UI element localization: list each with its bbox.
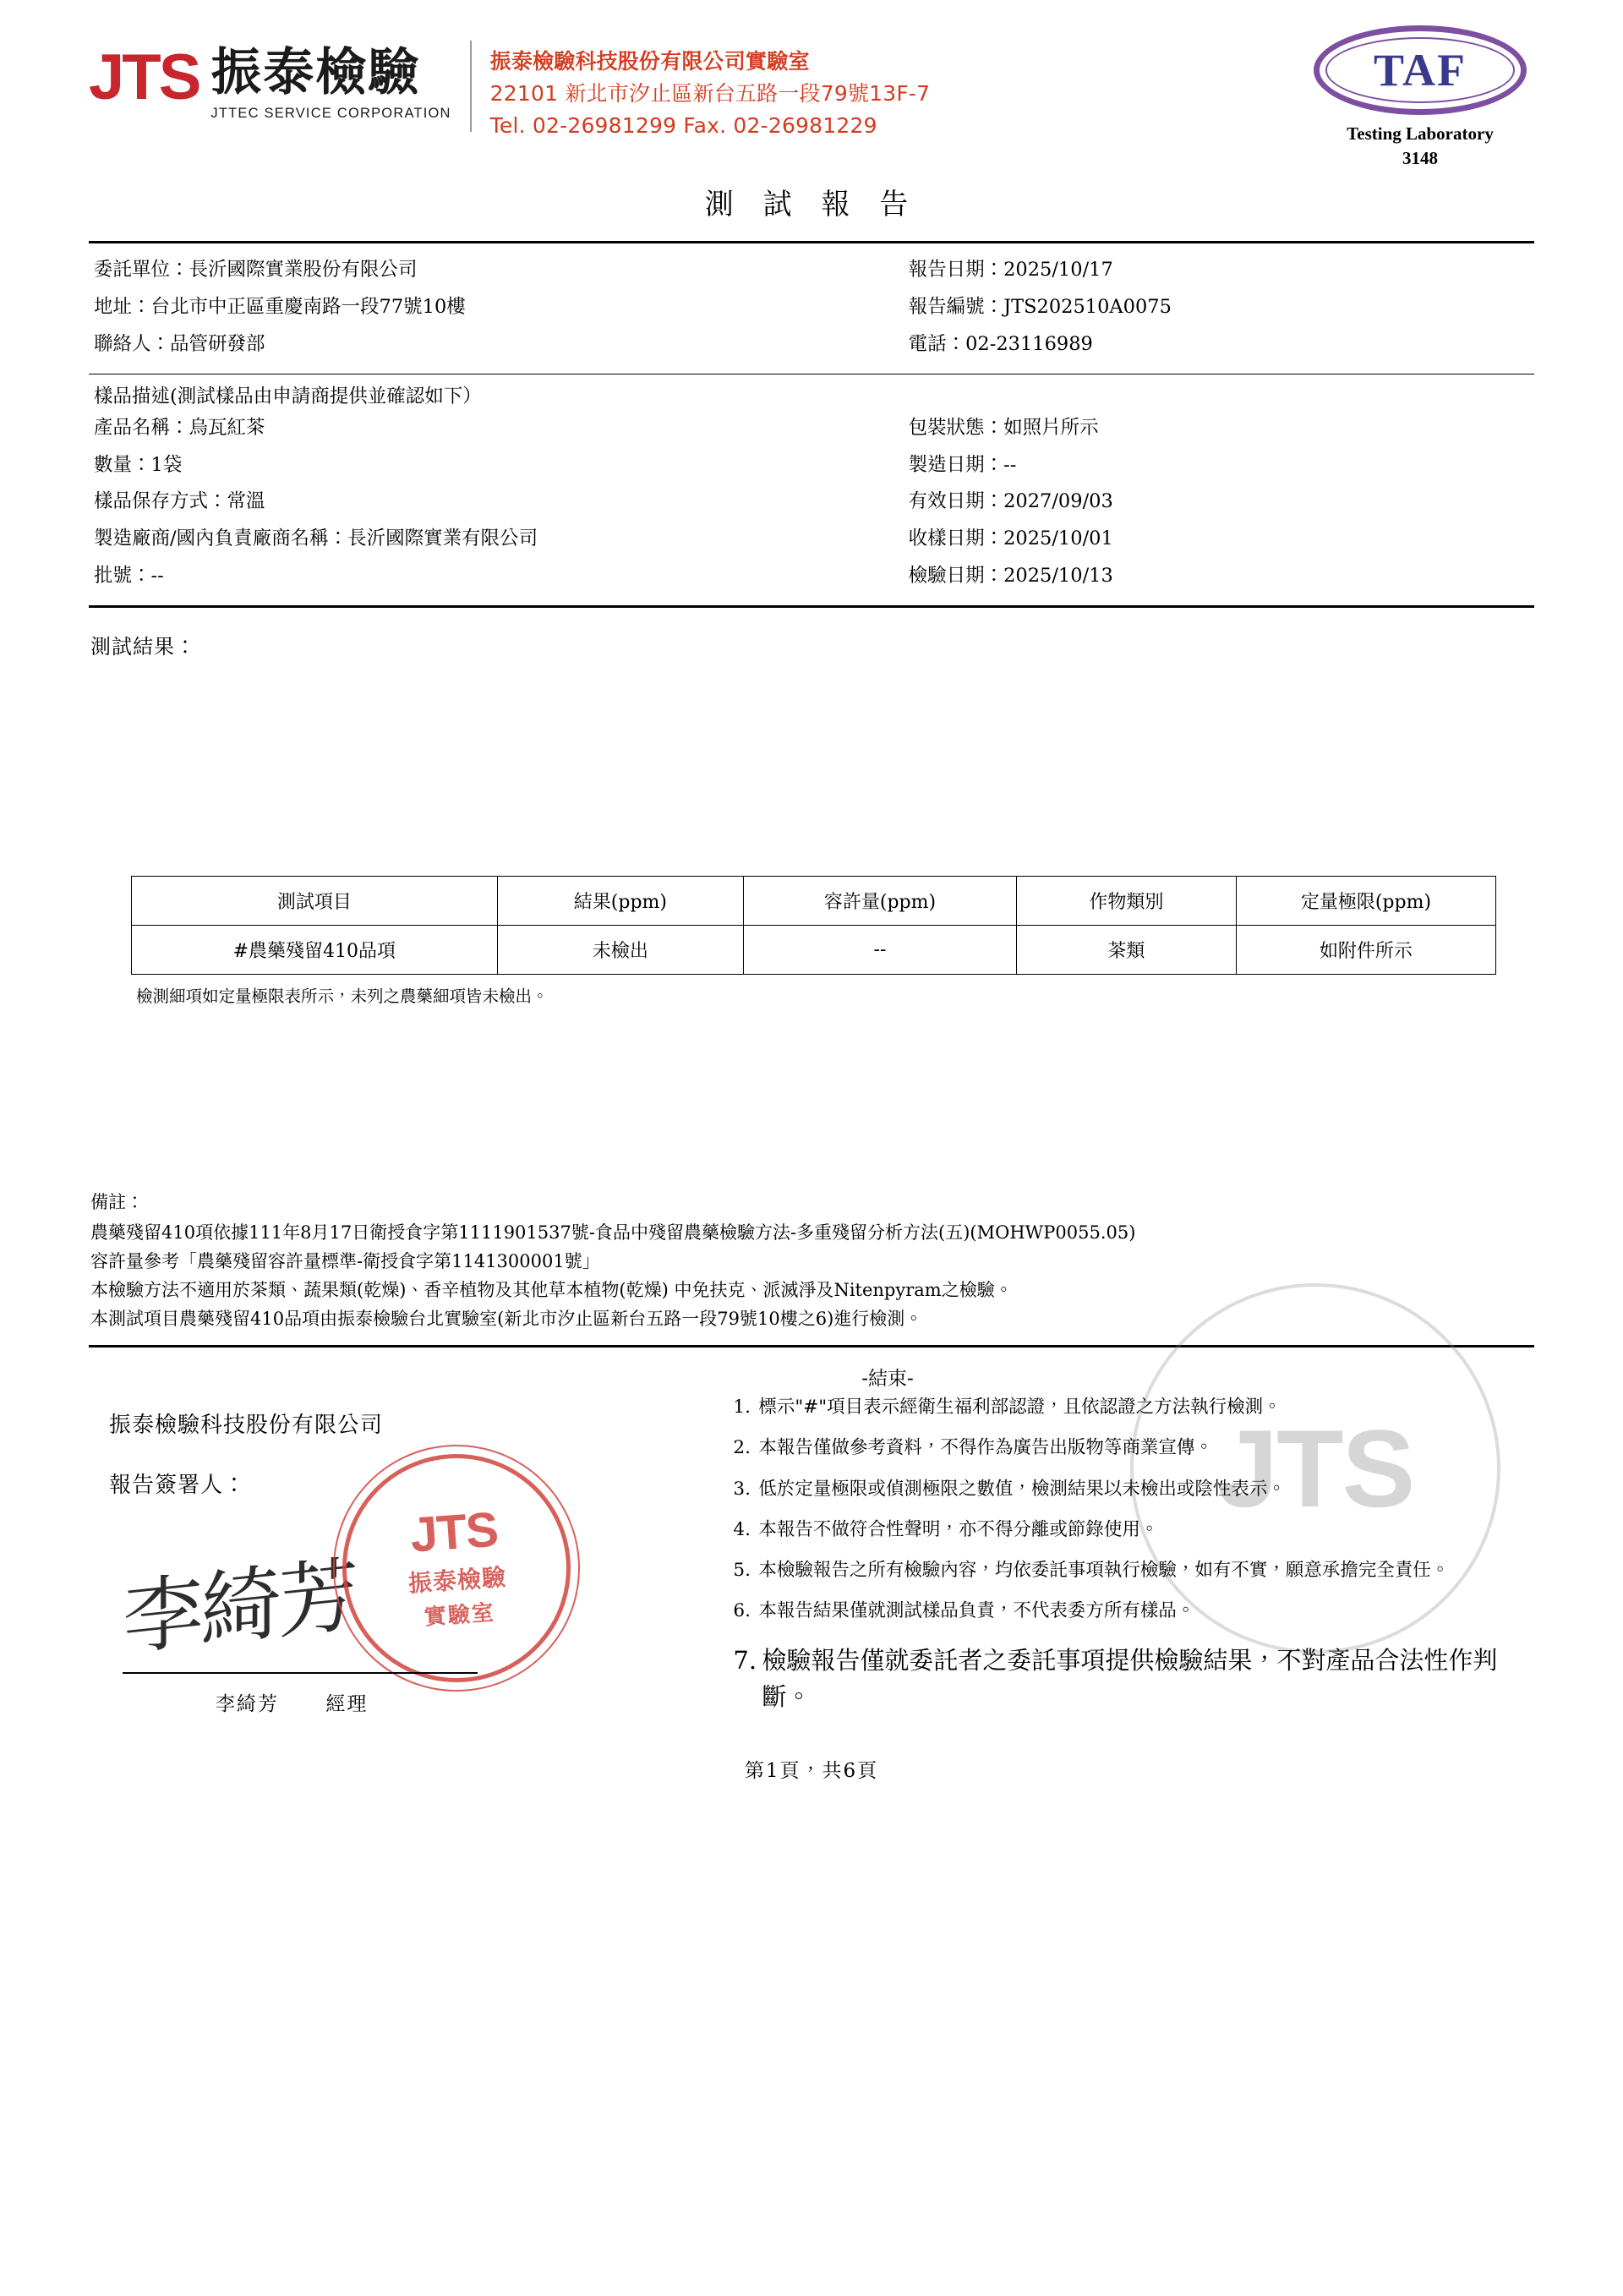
client-phone: 電話：02-23116989 xyxy=(908,332,1093,355)
cell-test-item: #農藥殘留410品項 xyxy=(132,926,498,975)
report-number: 報告編號：JTS202510A0075 xyxy=(908,295,1172,318)
receipt-date: 收樣日期：2025/10/01 xyxy=(908,528,1113,550)
list-item xyxy=(733,1394,1534,1421)
result-table xyxy=(131,876,1496,975)
remark-line: 容許量參考「農藥殘留容許量標準-衛授食字第1141300001號」 xyxy=(90,1251,600,1272)
lab-phone-fax: Tel. 02-26981299 Fax. 02-26981229 xyxy=(489,113,877,138)
remarks-block xyxy=(89,1188,1534,1333)
storage-method: 樣品保存方式：常溫 xyxy=(94,490,265,513)
signature-handwriting: 李綺芳 xyxy=(123,1546,356,1667)
logo-chinese-name: 振泰檢驗 xyxy=(210,43,421,102)
list-item-emphasis xyxy=(733,1643,1534,1716)
note-text: 本報告不做符合性聲明，亦不得分離或節錄使用。 xyxy=(758,1518,1159,1540)
signer-identity xyxy=(216,1688,407,1716)
client-address: 地址：台北市中正區重慶南路一段77號10樓 xyxy=(94,295,466,318)
end-mark: -結束- xyxy=(861,1368,914,1391)
manufacture-date: 製造日期：-- xyxy=(908,453,1017,476)
table-row xyxy=(132,926,1496,975)
company-stamp xyxy=(335,1446,578,1689)
results-label: 測試結果： xyxy=(90,635,196,659)
signing-company: 振泰檢驗科技股份有限公司 xyxy=(109,1413,384,1439)
note-text: 檢驗報告僅就委託者之委託事項提供檢驗結果，不對產品合法性作判斷。 xyxy=(762,1645,1498,1712)
remark-line: 本檢驗方法不適用於茶類、蔬果類(乾燥)、香辛植物及其他草本植物(乾燥) 中免扶克、派滅淨及Nitenpyram之檢驗。 xyxy=(90,1280,1013,1301)
col-crop-type: 作物類別 xyxy=(1016,877,1236,926)
signature-line xyxy=(123,1672,478,1674)
taf-accreditation-mark xyxy=(1306,25,1534,169)
stamp-chinese-text: 振泰檢驗 xyxy=(407,1562,507,1598)
stamp-lab-text: 實驗室 xyxy=(423,1599,496,1630)
footer-area xyxy=(89,1394,1534,1730)
page-title: 測 試 報 告 xyxy=(704,188,919,221)
taf-label: TAF xyxy=(1374,45,1467,96)
cell-crop-type: 茶類 xyxy=(1016,926,1236,975)
lab-address: 22101 新北市汐止區新台五路一段79號13F-7 xyxy=(489,81,931,106)
note-number: 7. xyxy=(733,1645,757,1675)
list-item xyxy=(733,1557,1534,1584)
result-table-wrapper xyxy=(89,876,1534,1007)
client-company: 委託單位：長沂國際實業股份有限公司 xyxy=(94,259,418,281)
signer-label: 報告簽署人： xyxy=(109,1473,247,1499)
jts-wordmark: JTS xyxy=(89,41,199,113)
col-loq: 定量極限(ppm) xyxy=(1236,877,1495,926)
notes-list xyxy=(724,1394,1534,1730)
taf-caption: Testing Laboratory xyxy=(1347,123,1494,144)
note-text: 本檢驗報告之所有檢驗內容，均依委託事項執行檢驗，如有不實，願意承擔完全責任。 xyxy=(758,1560,1450,1582)
quantity: 數量：1袋 xyxy=(94,453,183,476)
note-text: 本報告僅做參考資料，不得作為廣告出版物等商業宣傳。 xyxy=(758,1437,1213,1459)
cell-result: 未檢出 xyxy=(497,926,743,975)
note-number: 6. xyxy=(733,1600,751,1622)
report-date: 報告日期：2025/10/17 xyxy=(908,259,1113,281)
lab-contact-info xyxy=(490,34,931,142)
table-header-row xyxy=(132,877,1496,926)
note-number: 2. xyxy=(733,1437,751,1459)
list-item xyxy=(733,1517,1534,1544)
note-text: 標示"#"項目表示經衛生福利部認證，且依認證之方法執行檢測。 xyxy=(758,1397,1281,1419)
manufacturer: 製造廠商/國內負責廠商名稱：長沂國際實業有限公司 xyxy=(94,528,538,550)
signature-block xyxy=(89,1394,724,1730)
product-name: 產品名稱：烏瓦紅茶 xyxy=(94,416,265,439)
test-date: 檢驗日期：2025/10/13 xyxy=(908,565,1113,588)
col-result: 結果(ppm) xyxy=(497,877,743,926)
rule-sample-results xyxy=(89,605,1534,608)
sample-section-heading: 樣品描述(測試樣品由申請商提供並確認如下） xyxy=(94,385,482,407)
jts-logo xyxy=(89,34,451,122)
client-info-block xyxy=(89,243,1534,374)
note-number: 1. xyxy=(733,1397,751,1419)
expiry-date: 有效日期：2027/09/03 xyxy=(908,490,1113,513)
lot-number: 批號：-- xyxy=(94,565,164,588)
client-contact: 聯絡人：品管研發部 xyxy=(94,332,265,355)
report-header xyxy=(89,0,1534,169)
taf-oval-icon xyxy=(1314,25,1527,115)
jts-watermark-icon: JTS xyxy=(1130,1283,1500,1654)
list-item xyxy=(733,1476,1534,1503)
note-text: 本報告結果僅就測試樣品負責，不代表委方所有樣品。 xyxy=(758,1600,1195,1622)
logo-english-name: JTTEC SERVICE CORPORATION xyxy=(210,106,451,121)
signer-position: 經理 xyxy=(325,1692,369,1715)
table-footnote: 檢測細項如定量極限表所示，未列之農藥細項皆未檢出。 xyxy=(136,987,549,1006)
remark-line: 本測試項目農藥殘留410品項由振泰檢驗台北實驗室(新北市汐止區新台五路一段79號10樓之6)進行檢測。 xyxy=(90,1309,923,1330)
rule-remarks-footer xyxy=(89,1345,1534,1348)
cell-loq: 如附件所示 xyxy=(1236,926,1495,975)
packaging-state: 包裝狀態：如照片所示 xyxy=(908,416,1099,439)
taf-number: 3148 xyxy=(1402,148,1438,168)
list-item xyxy=(733,1435,1534,1462)
cell-limit: -- xyxy=(744,926,1017,975)
signer-name: 李綺芳 xyxy=(216,1692,279,1715)
stamp-jts-text: JTS xyxy=(408,1501,500,1562)
list-item xyxy=(733,1598,1534,1625)
col-test-item: 測試項目 xyxy=(132,877,498,926)
remark-line: 農藥殘留410項依據111年8月17日衛授食字第1111901537號-食品中殘留農藥檢驗方法-多重殘留分析方法(五)(MOHWP0055.05) xyxy=(90,1222,1136,1244)
lab-name: 振泰檢驗科技股份有限公司實驗室 xyxy=(489,49,810,74)
remarks-title: 備註： xyxy=(90,1192,144,1212)
note-number: 3. xyxy=(733,1478,751,1500)
header-divider xyxy=(470,41,472,132)
note-number: 4. xyxy=(733,1518,751,1540)
note-number: 5. xyxy=(733,1560,751,1582)
col-limit: 容許量(ppm) xyxy=(744,877,1017,926)
page-number: 第1頁，共6頁 xyxy=(744,1759,879,1782)
sample-info-block xyxy=(89,410,1534,605)
note-text: 低於定量極限或偵測極限之數值，檢測結果以未檢出或陰性表示。 xyxy=(758,1478,1286,1500)
